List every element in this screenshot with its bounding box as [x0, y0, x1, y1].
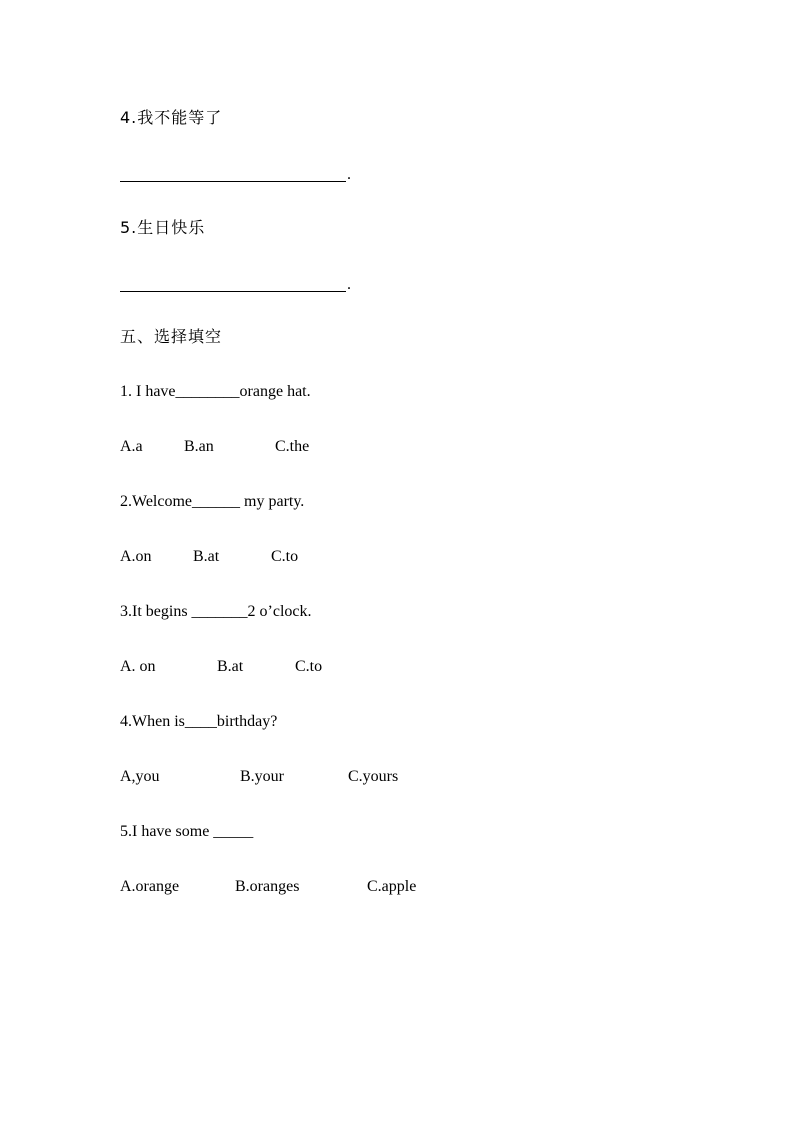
question-1-option-c: C.the [275, 438, 310, 455]
answer-line-4 [120, 181, 346, 182]
answer-period-5: . [347, 276, 351, 293]
question-5-option-b: B.oranges [235, 878, 300, 895]
question-1-stem: 1. I have________orange hat. [120, 383, 311, 400]
question-4-option-c: C.yours [348, 768, 399, 785]
answer-period-4: . [347, 166, 351, 183]
question-1-option-a: A.a [120, 438, 143, 455]
question-5-option-a: A.orange [120, 878, 180, 895]
question-3-option-b: B.at [217, 658, 244, 675]
question-2-option-c: C.to [271, 548, 299, 565]
question-5-option-c: C.apple [367, 878, 417, 895]
question-2-option-a: A.on [120, 548, 152, 565]
question-4-option-a: A,you [120, 768, 160, 785]
question-3-option-c: C.to [295, 658, 323, 675]
question-2-stem: 2.Welcome______ my party. [120, 493, 305, 510]
question-1-option-b: B.an [184, 438, 214, 455]
question-4-option-b: B.your [240, 768, 284, 785]
question-5-stem: 5.I have some _____ [120, 823, 254, 840]
section-heading: 五、选择填空 [120, 327, 223, 346]
question-4-stem: 4.When is____birthday? [120, 713, 278, 730]
translation-question-4: 4.我不能等了 [120, 108, 223, 127]
question-3-option-a: A. on [120, 658, 156, 675]
answer-line-5 [120, 291, 346, 292]
question-3-stem: 3.It begins _______2 o’clock. [120, 603, 312, 620]
question-2-option-b: B.at [193, 548, 220, 565]
translation-question-5: 5.生日快乐 [120, 218, 206, 237]
